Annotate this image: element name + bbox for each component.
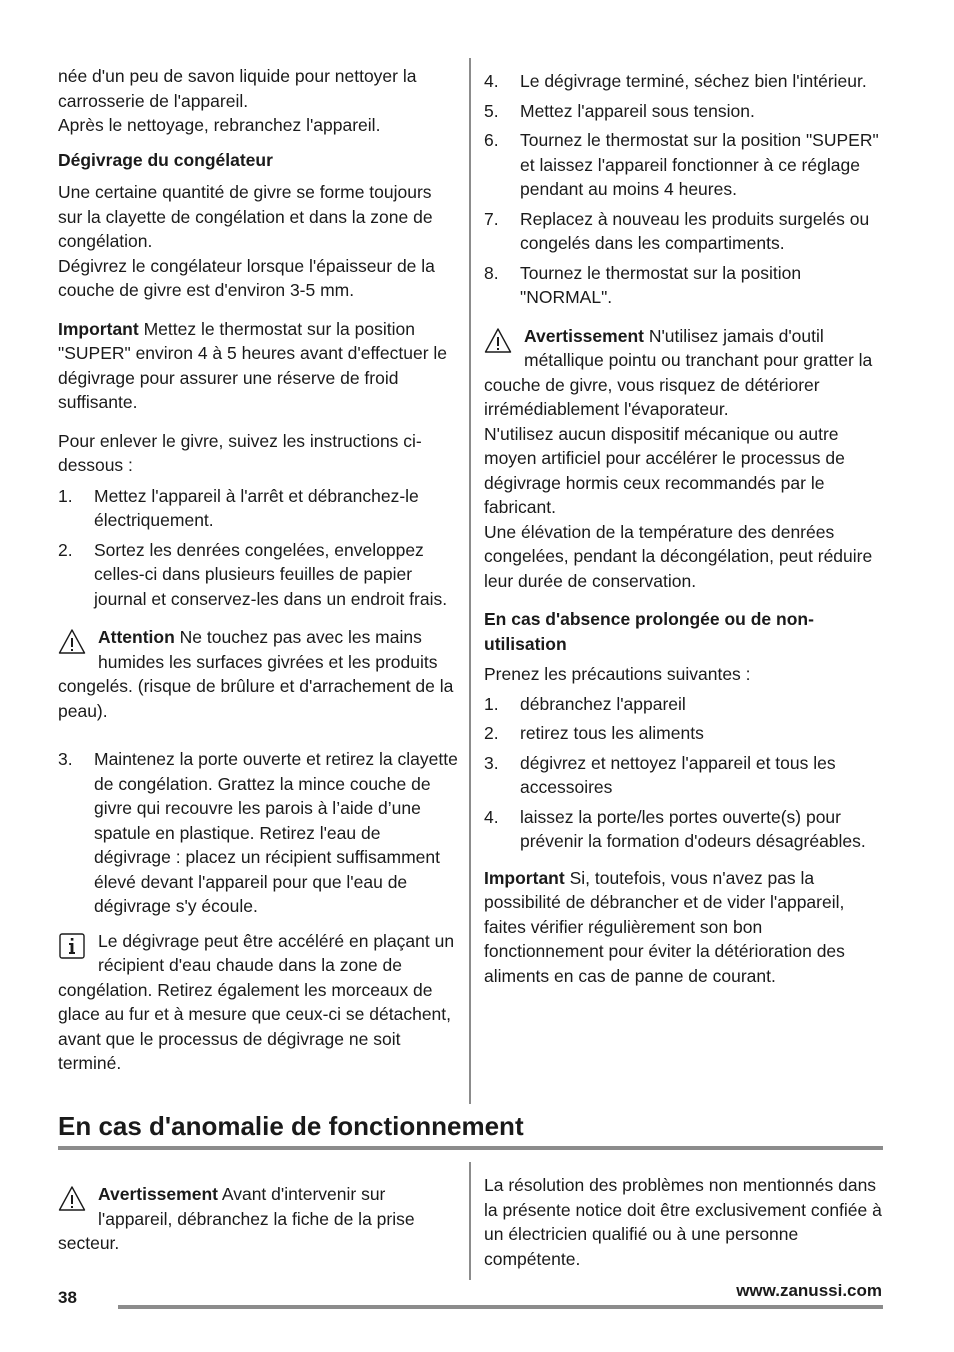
section-right-text: La résolution des problèmes non mentionnés dans la présente notice doit être exclusivement confiée à un électricien qualifié ou à une personne compétente. <box>484 1175 882 1269</box>
important-label-right: Important <box>484 867 565 888</box>
left-column <box>58 64 458 1076</box>
list-item: 1. Mettez l'appareil à l'arrêt et débranchez-le électriquement. <box>58 485 419 530</box>
important-note <box>58 317 458 415</box>
attention-text: Ne touchez pas avec les mains humides les surfaces givrées et les produits congelés. (risque de brûlure et d'arrachement de la peau). <box>58 627 454 721</box>
section-title-rule <box>58 1146 883 1150</box>
info-icon <box>58 932 86 960</box>
absence-list <box>484 692 884 854</box>
right-column <box>484 69 884 988</box>
defrost-text-1: Une certaine quantité de givre se forme toujours sur la clayette de congélation et dans la zone de congélation. <box>58 182 433 251</box>
list-item: 7. Replacez à nouveau les produits surgelés ou congelés dans les compartiments. <box>484 208 870 253</box>
defrost-text-2: Dégivrez le congélateur lorsque l'épaisseur de la couche de givre est d'environ 3-5 mm. <box>58 255 435 300</box>
list-item: 8. Tournez le thermostat sur la position "NORMAL". <box>484 262 802 307</box>
list-item: 2. Sortez les denrées congelées, enveloppez celles-ci dans plusieurs feuilles de papier journal et conservez-les dans un endroit frais. <box>58 539 448 609</box>
section-title: En cas d'anomalie de fonctionnement <box>58 1111 524 1141</box>
warning-note <box>484 324 884 594</box>
list-item: 3. dégivrez et nettoyez l'appareil et tous les accessoires <box>484 752 836 797</box>
important-text: Mettez le thermostat sur la position "SUPER" environ 4 à 5 heures avant d'effectuer le dégivrage pour assurer une réserve de froid suffisante. <box>58 318 447 412</box>
important-note-right <box>484 866 884 989</box>
list-item: 5. Mettez l'appareil sous tension. <box>484 100 755 121</box>
steps-list-b <box>58 747 458 919</box>
attention-note <box>58 625 458 723</box>
warning-text: N'utilisez jamais d'outil métallique pointu ou tranchant pour gratter la couche de givre, vous risquez de détériorer irrémédiablement l'évaporateur. <box>484 325 873 419</box>
footer-rule <box>118 1305 883 1309</box>
warning-note-bottom <box>58 1182 458 1256</box>
list-item: 4. laissez la porte/les portes ouverte(s) pour prévenir la formation d'odeurs désagréables. <box>484 806 866 851</box>
defrost-heading: Dégivrage du congélateur <box>58 149 273 170</box>
bottom-right-column <box>484 1173 884 1271</box>
important-label: Important <box>58 318 139 339</box>
warning-triangle-icon <box>484 327 512 355</box>
steps-list-c <box>484 69 884 310</box>
list-item: 4. Le dégivrage terminé, séchez bien l'intérieur. <box>484 71 867 91</box>
warning-triangle-icon <box>58 1185 86 1213</box>
warning-more-1: N'utilisez aucun dispositif mécanique ou autre moyen artificiel pour accélérer le processus de dégivrage hormis ceux recommandés par le fabricant. <box>484 423 845 517</box>
steps-list-a <box>58 484 458 612</box>
list-item: 1. débranchez l'appareil <box>484 693 686 714</box>
absence-intro: Prenez les précautions suivantes : <box>484 664 751 684</box>
info-note <box>58 929 458 1076</box>
footer-url: www.zanussi.com <box>736 1281 882 1300</box>
section-warning-text: Avant d'intervenir sur l'appareil, débranchez la fiche de la prise secteur. <box>58 1184 415 1253</box>
attention-label: Attention <box>98 627 175 647</box>
warning-triangle-icon <box>58 628 86 656</box>
column-divider-bottom <box>469 1162 471 1280</box>
warning-more-2: Une élévation de la température des denrées congelées, pendant la décongélation, peut réduire leur durée de conservation. <box>484 521 873 591</box>
intro-line-1: née d'un peu de savon liquide pour nettoyer la carrosserie de l'appareil. <box>58 66 417 111</box>
info-text: Le dégivrage peut être accéléré en plaçant un récipient d'eau chaude dans la zone de congélation. Retirez également les morceaux de glace au fur et à mesure que ceux-ci se détachent, avant que le processus de dégivrage ne soit terminé. <box>58 930 455 1073</box>
warning-label: Avertissement <box>524 325 644 346</box>
list-item: 2. retirez tous les aliments <box>484 723 704 743</box>
section-warning-label: Avertissement <box>98 1184 218 1204</box>
list-item: 3. Maintenez la porte ouverte et retirez la clayette de congélation. Grattez la mince couche de givre qui recouvre les parois à l’aide d’une spatule en plastique. Retirez l'eau de dégivrage : placez un récipient suffisamment élevé devant l'appareil pour que l'eau de dégivrage s'y écoule. <box>58 749 458 916</box>
bottom-left-column <box>58 1182 458 1256</box>
page-number: 38 <box>58 1288 77 1307</box>
absence-heading: En cas d'absence prolongée ou de non-utilisation <box>484 609 814 654</box>
list-item: 6. Tournez le thermostat sur la position "SUPER" et laissez l'appareil fonctionner à ce réglage pendant au moins 4 heures. <box>484 130 879 199</box>
important-text-right: Si, toutefois, vous n'avez pas la possibilité de débrancher et de vider l'appareil, faites vérifier régulièrement son bon fonctionnement pour éviter la détérioration des aliments en cas de panne de courant. <box>484 867 845 986</box>
intro-line-2: Après le nettoyage, rebranchez l'appareil. <box>58 115 381 135</box>
instructions-intro: Pour enlever le givre, suivez les instructions ci-dessous : <box>58 430 422 475</box>
column-divider-top <box>469 58 471 1104</box>
